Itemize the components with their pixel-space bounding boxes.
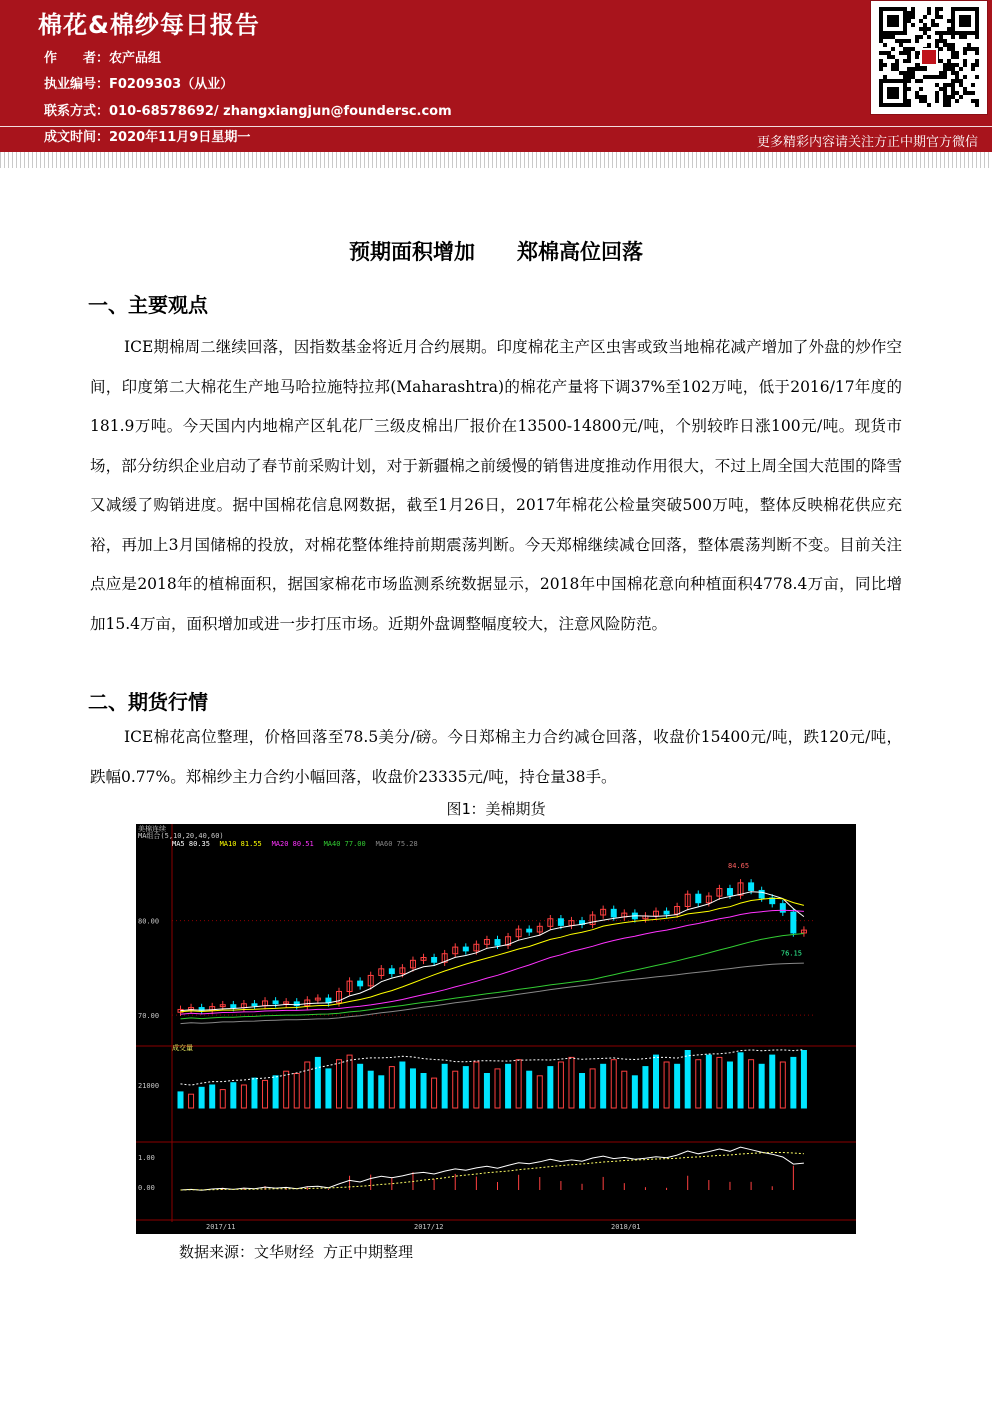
volume-bar <box>791 1057 796 1108</box>
volume-bar <box>421 1074 426 1109</box>
volume-bar <box>727 1062 732 1108</box>
legend-entry: MA组合(5,10,20,40,60) <box>138 832 224 840</box>
data-source: 数据来源：文华财经 方正中期整理 <box>179 1243 414 1261</box>
volume-bar <box>410 1069 415 1108</box>
volume-bar <box>590 1069 595 1108</box>
candle-body <box>791 912 796 933</box>
chart-title: 美棉连续 <box>138 825 166 833</box>
main-views-text: ICE期棉周二继续回落，因指数基金将近月合约展期。印度棉花主产区虫害或致当地棉花减产增加了外盘的炒作空间，印度第二大棉花生产地马哈拉施特拉邦(Maharashtra)的棉花产量将下调37%至102万吨，低于2016/17年度的181.9万吨。今天国内内地棉产区轧花厂三级皮棉出厂报价在13500-14800元/吨，个别较昨日涨100元/吨。现货市场，部分纺织企业启动了春节前采购计划，对于新疆棉之前缓慢的销售进度推动作用很大，不过上周全国大范围的降雪又减缓了购销进度。据中国棉花信息网数据，截至1月26日，2017年棉花公检量突破500万吨，整体反映棉花供应充裕，再加上3月国储棉的投放，对棉花整体维持前期震荡判断。今天郑棉继续减仓回落，整体震荡判断不变。目前关注点应是2018年的植棉面积，据国家棉花市场监测系统数据显示，2018年中国棉花意向种植面积4778.4万亩，同比增加15.4万亩，面积增加或进一步打压市场。近期外盘调整幅度较大，注意风险防范。 <box>90 338 902 633</box>
volume-bar <box>527 1071 532 1108</box>
macd-dea-line <box>181 1153 804 1191</box>
volume-bar <box>231 1083 236 1108</box>
wechat-note: 更多精彩内容请关注方正中期官方微信 <box>756 135 978 150</box>
volume-bar <box>463 1067 468 1108</box>
volume-bar <box>347 1055 352 1108</box>
candle-body <box>463 947 468 951</box>
header-divider <box>0 126 992 127</box>
volume-bar <box>632 1076 637 1108</box>
volume-bar <box>189 1094 194 1108</box>
volume-bar <box>706 1055 711 1108</box>
volume-bar <box>537 1076 542 1108</box>
volume-bar <box>294 1074 299 1109</box>
volume-bar <box>654 1055 659 1108</box>
ma20-line <box>181 910 804 1014</box>
volume-bar <box>442 1064 447 1108</box>
author-line: 作 者：农产品组 <box>44 51 162 66</box>
volume-bar <box>284 1071 289 1108</box>
section-heading-main-views: 一、主要观点 <box>88 293 208 317</box>
volume-bar <box>601 1064 606 1108</box>
macd-tick-label: 0.00 <box>138 1184 155 1192</box>
volume-bar <box>643 1067 648 1108</box>
volume-bar <box>400 1062 405 1108</box>
license-line: 执业编号：F0209303（从业） <box>44 77 234 92</box>
candle-body <box>273 1001 278 1004</box>
chart-canvas <box>136 824 856 1234</box>
macd-dif-line <box>181 1147 804 1190</box>
candle-body <box>759 890 764 898</box>
low-annotation: 76.15 <box>780 949 802 958</box>
contact-line: 联系方式：010-68578692/ zhangxiangjun@foundersc.com <box>44 104 452 119</box>
candle-body <box>749 883 754 891</box>
volume-bar <box>569 1057 574 1108</box>
price-tick-label: 80.00 <box>138 917 160 926</box>
ma10-line <box>181 898 804 1012</box>
candle-body <box>252 1004 257 1006</box>
volume-bar <box>337 1060 342 1108</box>
volume-bar <box>548 1067 553 1108</box>
x-axis-label: 2018/01 <box>611 1223 641 1231</box>
volume-bar <box>717 1057 722 1108</box>
volume-bar <box>210 1085 215 1108</box>
qr-logo <box>921 49 937 65</box>
volume-bar <box>675 1064 680 1108</box>
volume-bar <box>432 1078 437 1108</box>
section-heading-futures: 二、期货行情 <box>88 690 208 714</box>
volume-bar <box>696 1060 701 1108</box>
futures-paragraph <box>90 718 902 797</box>
futures-text: ICE棉花高位整理，价格回落至78.5美分/磅。今日郑棉主力合约减仓回落，收盘价15400元/吨，跌120元/吨，跌幅0.77%。郑棉纱主力合约小幅回落，收盘价23335元/吨，持仓量38手。 <box>90 728 902 786</box>
volume-bar <box>326 1069 331 1108</box>
main-views-paragraph <box>90 328 902 644</box>
volume-bar <box>664 1062 669 1108</box>
volume-bar <box>580 1074 585 1109</box>
candle-body <box>495 940 500 946</box>
volume-bar <box>379 1076 384 1108</box>
candle-body <box>558 919 563 926</box>
volume-bar <box>780 1062 785 1108</box>
macd-tick-label: 1.00 <box>138 1154 155 1162</box>
high-annotation: 84.65 <box>728 861 750 870</box>
candle-body <box>664 911 669 914</box>
candle-body <box>696 894 701 903</box>
volume-bar <box>199 1087 204 1108</box>
candle-body <box>358 981 363 986</box>
candle-body <box>611 909 616 917</box>
price-tick-label: 70.00 <box>138 1012 160 1021</box>
volume-bar <box>738 1053 743 1108</box>
volume-bar <box>273 1076 278 1108</box>
cotton-futures-chart <box>136 824 856 1234</box>
legend-entry: MA20 80.51 <box>271 840 314 848</box>
volume-bar <box>506 1064 511 1108</box>
candle-body <box>527 929 532 932</box>
volume-bar <box>759 1064 764 1108</box>
volume-bar <box>358 1064 363 1108</box>
volume-bar <box>178 1092 183 1108</box>
legend-entry: MA60 75.28 <box>375 840 418 848</box>
header-hatch-band <box>0 152 992 168</box>
volume-bar <box>611 1060 616 1108</box>
volume-bar <box>220 1090 225 1108</box>
x-axis-label: 2017/11 <box>206 1223 236 1231</box>
volume-bar <box>263 1080 268 1108</box>
volume-bar <box>749 1060 754 1108</box>
volume-bar <box>801 1051 806 1109</box>
volume-bar <box>252 1078 257 1108</box>
volume-bar <box>622 1071 627 1108</box>
report-title: 棉花&棉纱每日报告 <box>38 11 260 39</box>
volume-bar <box>495 1069 500 1108</box>
legend-entry: MA40 77.00 <box>323 840 366 848</box>
candle-body <box>432 958 437 963</box>
candle-body <box>389 969 394 974</box>
qr-code-icon <box>870 0 988 115</box>
volume-bar <box>558 1062 563 1108</box>
volume-bar <box>770 1055 775 1108</box>
legend-entry: MA5 80.35 <box>172 840 210 848</box>
candle-body <box>231 1005 236 1008</box>
volume-label: 成交量 <box>172 1044 193 1052</box>
legend-entry: MA10 81.55 <box>219 840 262 848</box>
figure-caption: 图1：美棉期货 <box>446 800 546 818</box>
volume-bar <box>685 1051 690 1109</box>
volume-bar <box>389 1067 394 1108</box>
volume-bar <box>241 1085 246 1108</box>
volume-bar <box>453 1071 458 1108</box>
volume-bar <box>305 1062 310 1108</box>
volume-bar <box>516 1060 521 1108</box>
volume-bar <box>474 1062 479 1108</box>
x-axis-label: 2017/12 <box>414 1223 444 1231</box>
document-title: 预期面积增加 郑棉高位回落 <box>349 240 643 264</box>
volume-bar <box>368 1071 373 1108</box>
candle-body <box>780 904 785 913</box>
volume-bar <box>484 1074 489 1109</box>
volume-bar <box>315 1057 320 1108</box>
date-line: 成文时间：2020年11月9日星期一 <box>44 130 251 145</box>
volume-tick-label: 21000 <box>138 1082 160 1090</box>
report-header <box>0 0 992 152</box>
candle-body <box>727 889 732 896</box>
